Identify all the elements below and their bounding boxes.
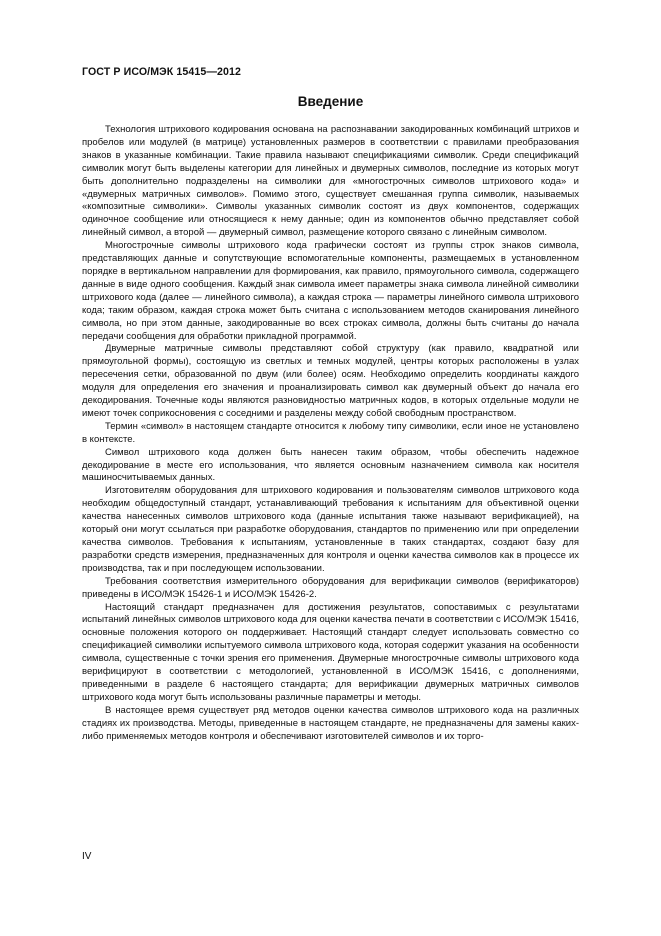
paragraph: Двумерные матричные символы представляют собой структуру (как правило, квадратной или прямоугольной формы), состоящую из светлых и темных модулей, центры которых расположены в узлах пересечения сетки, образованной по двум (или более) осям. Необходимо определить координаты каждого модуля для определения его значения и проанализировать символ как двумерный объект до начала его декодирования. Точечные коды являются разновидностью матричных кодов, в которых отдельные модули не имеют точек соприкосновения с соседними и разделены между собой свободным пространством. bbox=[82, 343, 579, 419]
document-code-header: ГОСТ Р ИСО/МЭК 15415—2012 bbox=[82, 66, 241, 78]
paragraph: Термин «символ» в настоящем стандарте относится к любому типу символики, если иное не установлено в контексте. bbox=[82, 420, 579, 445]
paragraph: В настоящее время существует ряд методов оценки качества символов штрихового кода на различных стадиях их производства. Методы, приведенные в настоящем стандарте, не предназначены для замены каких-либо применяемых методов контроля и обеспечивают изготовителей символов и их торго- bbox=[82, 704, 579, 742]
body-text bbox=[82, 124, 579, 744]
paragraph: Настоящий стандарт предназначен для достижения результатов, сопоставимых с результатами испытаний линейных символов штрихового кода для оценки качества печати в соответствии с ИСО/МЭК 15416, основные положения которого он поддерживает. Настоящий стандарт следует использовать совместно со спецификацией символики испытуемого символа штрихового кода, которая содержит указания на особенности символа, существенные с точки зрения его применения. Двумерные многострочные символы штрихового кода верифицируют в соответствии с методологией, установленной в ИСО/МЭК 15416, с дополнениями, приведенными в разделе 6 настоящего стандарта; для верификации двумерных матричных символов штрихового кода могут быть использованы различные параметры и методы. bbox=[82, 601, 579, 703]
paragraph: Изготовителям оборудования для штрихового кодирования и пользователям символов штрихового кода необходим общедоступный стандарт, устанавливающий требования к испытаниям для объективной оценки качества нанесенных символов штрихового кода (данные испытания также называют верификацией), на который они могут ссылаться при разработке оборудования, стандартов по применению или при определении качества символов. Требования к испытаниям, установленные в таких стандартах, создают базу для разработки средств измерения, предназначенных для контроля и оценки качества символов как в процессе их производства, так и при последующем использовании. bbox=[82, 485, 579, 574]
section-title: Введение bbox=[297, 94, 364, 109]
paragraph: Технология штрихового кодирования основана на распознавании закодированных комбинаций штрихов и пробелов или модулей (в матрице) установленных размеров в соответствии с правилами преобразования знаков в указанные комбинации. Такие правила называют спецификациями символик. Среди спецификаций символик могут быть выделены категории для линейных и двумерных символов, последние из которых могут быть дополнительно подразделены на символики для «многострочных символов штрихового кода» и «двумерных матричных символов». Помимо этого, существует смешанная группа символик, называемых «композитные символики». Символы указанных символик состоят из двух компонентов, содержащих одиночное сообщение или относящиеся к нему данные; один из компонентов обычно представляет собой линейный символ, а второй — двумерный символ, размещение которого связано с линейным символом. bbox=[82, 124, 579, 239]
paragraph: Многострочные символы штрихового кода графически состоят из группы строк знаков символа, представляющих данные и сопутствующие вспомогательные компоненты, размещаемых в установленном порядке в вертикальном направлении для формирования, как правило, прямоугольного символа, содержащего данные в виде одного сообщения. Каждый знак символа имеет параметры знака символа линейной символики штрихового кода (далее — линейного символа), а каждая строка — параметры линейного символа штрихового кода; таким образом, каждая строка может быть считана с использованием методов сканирования линейного символа, но при этом данные, закодированные во всех строках символа, должны быть считаны до начала передачи сообщения для обработки прикладной программой. bbox=[82, 240, 579, 342]
paragraph: Символ штрихового кода должен быть нанесен таким образом, чтобы обеспечить надежное декодирование в месте его использования, что является основным назначением символа как носителя машиносчитываемых данных. bbox=[82, 446, 579, 484]
page-number: IV bbox=[82, 851, 92, 862]
paragraph: Требования соответствия измерительного оборудования для верификации символов (верификаторов) приведены в ИСО/МЭК 15426-1 и ИСО/МЭК 15426-2. bbox=[82, 575, 579, 600]
